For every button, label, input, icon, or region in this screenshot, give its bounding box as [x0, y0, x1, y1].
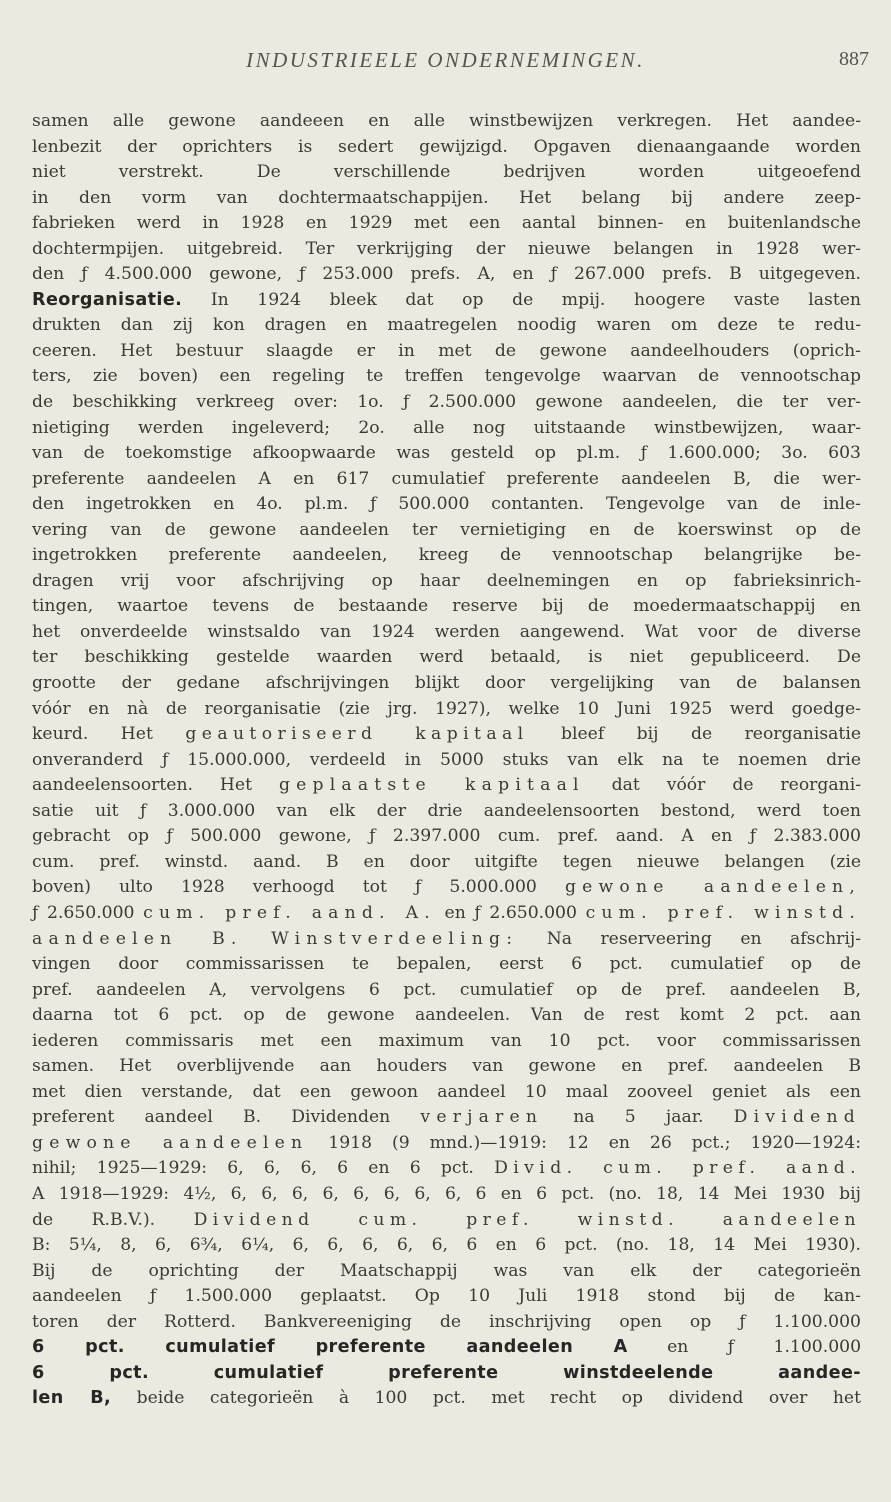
text-run: na 5 jaar. [543, 1107, 734, 1128]
text-run: lenbezit der oprichters is sedert gewijzigd. Opgaven dienaangaande worden [32, 136, 861, 157]
text-run: den ƒ 4.500.000 gewone, ƒ 253.000 prefs. A, en ƒ 267.000 prefs. B uitgegeven. [32, 264, 861, 285]
text-run: ingetrokken preferente aandeelen, kreeg de vennootschap belangrijke be- [32, 545, 861, 566]
spaced-term: gewone aandeelen, [564, 877, 861, 898]
text-run: niet verstrekt. De verschillende bedrijven worden uitgeoefend [32, 162, 861, 183]
text-run: aandeelen ƒ 1.500.000 geplaatst. Op 10 Juli 1918 stond bij de kan- [32, 1286, 861, 1307]
text-run: B: 5¼, 8, 6, 6¾, 6¼, 6, 6, 6, 6, 6, 6 en 6 pct. (no. 18, 14 Mei 1930). [32, 1235, 861, 1256]
text-line [32, 441, 861, 467]
text-line [32, 1003, 861, 1029]
text-line [32, 1335, 861, 1361]
text-line [32, 390, 861, 416]
text-line [32, 1259, 861, 1285]
page-header [0, 48, 891, 80]
text-line [32, 518, 861, 544]
page-number: 887 [839, 48, 869, 70]
text-line [32, 927, 861, 953]
spaced-term: Dividend [733, 1107, 861, 1128]
text-run: en ƒ 2.650.000 [435, 902, 586, 923]
text-run: grootte der gedane afschrijvingen blijkt door vergelijking van de balansen [32, 673, 861, 694]
text-run: fabrieken werd in 1928 en 1929 met een aantal binnen- en buitenlandsche [32, 213, 861, 234]
text-line [32, 569, 861, 595]
text-line [32, 1131, 861, 1157]
text-run: nihil; 1925—1929: 6, 6, 6, 6 en 6 pct. [32, 1158, 495, 1179]
text-run: en ƒ 1.100.000 [627, 1337, 862, 1358]
text-run [243, 929, 271, 949]
text-run: drukten dan zij kon dragen en maatregelen noodig waren om deze te redu- [32, 315, 861, 336]
spaced-term: geautoriseerd kapitaal [185, 724, 529, 745]
text-line [32, 1105, 861, 1131]
text-run: vingen door commissarissen te bepalen, eerst 6 pct. cumulatief op de [32, 954, 861, 975]
spaced-term: geplaatste kapitaal [278, 775, 585, 796]
text-run: ceeren. Het bestuur slaagde er in met de gewone aandeelhouders (oprich- [32, 340, 861, 361]
spaced-term: Divid. cum. pref. aand. [494, 1158, 861, 1179]
text-line [32, 543, 861, 569]
bold-heading: 6 pct. cumulatief preferente winstdeelende aandee- [32, 1362, 861, 1383]
bold-heading: 6 pct. cumulatief preferente aandeelen A [32, 1337, 628, 1358]
text-line [32, 850, 861, 876]
text-run: ƒ 2.650.000 [32, 902, 144, 923]
body-text [32, 109, 861, 1412]
text-line [32, 186, 861, 212]
bold-heading: len B, [32, 1388, 112, 1409]
text-line [32, 1208, 861, 1234]
text-run: preferent aandeel B. Dividenden [32, 1107, 421, 1128]
text-run: aandeelensoorten. Het [32, 775, 279, 796]
text-run: met dien verstande, dat een gewoon aandeel 10 maal zooveel geniet als een [32, 1081, 861, 1102]
text-run: Bij de oprichting der Maatschappij was van elk der categorieën [32, 1260, 861, 1281]
text-run: A 1918—1929: 4½, 6, 6, 6, 6, 6, 6, 6, 6, 6 en 6 pct. (no. 18, 14 Mei 1930 bij [32, 1183, 861, 1204]
text-run: toren der Rotterd. Bankvereeniging de inschrijving open op ƒ 1.100.000 [32, 1311, 861, 1332]
text-run: vering van de gewone aandeelen ter vernietiging en de koerswinst op de [32, 519, 861, 540]
text-line [32, 313, 861, 339]
text-line [32, 492, 861, 518]
text-line [32, 1386, 861, 1412]
running-head: INDUSTRIEELE ONDERNEMINGEN. [246, 48, 645, 72]
text-run: dat vóór de reorgani- [584, 775, 862, 796]
text-line [32, 1284, 861, 1310]
text-line [32, 1233, 861, 1259]
text-line [32, 262, 861, 288]
text-run: vóór en nà de reorganisatie (zie jrg. 1927), welke 10 Juni 1925 werd goedge- [32, 698, 861, 719]
text-line [32, 773, 861, 799]
text-line [32, 1182, 861, 1208]
text-line [32, 339, 861, 365]
text-run: keurd. Het [32, 724, 186, 745]
text-run: tingen, waartoe tevens de bestaande reserve bij de moedermaatschappij en [32, 596, 861, 617]
text-line [32, 722, 861, 748]
text-line [32, 1310, 861, 1336]
text-line [32, 978, 861, 1004]
text-run: satie uit ƒ 3.000.000 van elk der drie aandeelensoorten bestond, werd toen [32, 800, 861, 821]
text-run: samen alle gewone aandeeen en alle winstbewijzen verkregen. Het aandee- [32, 111, 861, 131]
text-line [32, 416, 861, 442]
text-line [32, 109, 861, 135]
text-line [32, 594, 861, 620]
text-run: dochtermpijen. uitgebreid. Ter verkrijging der nieuwe belangen in 1928 wer- [32, 238, 861, 259]
text-run: onveranderd ƒ 15.000.000, verdeeld in 5000 stuks van elk na te noemen drie [32, 749, 861, 770]
text-run: preferente aandeelen A en 617 cumulatief preferente aandeelen B, die wer- [32, 468, 861, 489]
text-run: de R.B.V.). [32, 1209, 194, 1230]
text-run: den ingetrokken en 4o. pl.m. ƒ 500.000 contanten. Tengevolge van de inle- [32, 494, 861, 515]
text-line [32, 1361, 861, 1387]
text-run: ters, zie boven) een regeling te treffen tengevolge waarvan de vennootschap [32, 366, 861, 387]
text-line [32, 1054, 861, 1080]
spaced-term: cum. pref. aand. A. [143, 902, 436, 923]
text-run: boven) ulto 1928 verhoogd tot ƒ 5.000.000 [32, 877, 565, 898]
text-line [32, 237, 861, 263]
text-line [32, 799, 861, 825]
text-line [32, 1080, 861, 1106]
text-line [32, 875, 861, 901]
text-run: ter beschikking gestelde waarden werd betaald, is niet gepubliceerd. De [32, 647, 861, 668]
text-line [32, 645, 861, 671]
text-line [32, 288, 861, 314]
text-line [32, 671, 861, 697]
text-run: daarna tot 6 pct. op de gewone aandeelen. Van de rest komt 2 pct. aan [32, 1005, 861, 1026]
spaced-term: cum. pref. winstd. [585, 902, 861, 923]
text-run: samen. Het overblijvende aan houders van gewone en pref. aandeelen B [32, 1056, 861, 1077]
text-run: van de toekomstige afkoopwaarde was gesteld op pl.m. ƒ 1.600.000; 3o. 603 [32, 443, 861, 464]
text-line [32, 824, 861, 850]
text-run: de beschikking verkreeg over: 1o. ƒ 2.500.000 gewone aandeelen, die ter ver- [32, 392, 861, 413]
spaced-term: verjaren [420, 1107, 544, 1128]
spaced-term: Winstverdeeling: [271, 928, 519, 949]
text-line [32, 364, 861, 390]
text-line [32, 160, 861, 186]
text-line [32, 1029, 861, 1055]
bold-heading: Reorganisatie. [32, 289, 183, 310]
text-line [32, 467, 861, 493]
text-line [32, 748, 861, 774]
spaced-term: Dividend cum. pref. winstd. aandeelen [193, 1209, 862, 1230]
text-line [32, 211, 861, 237]
text-line [32, 697, 861, 723]
text-run: iederen commissaris met een maximum van 10 pct. voor commissarissen [32, 1030, 861, 1051]
text-line [32, 135, 861, 161]
text-line [32, 952, 861, 978]
text-line [32, 1156, 861, 1182]
text-run: nietiging werden ingeleverd; 2o. alle nog uitstaande winstbewijzen, waar- [32, 417, 861, 438]
text-line [32, 901, 861, 927]
text-run: cum. pref. winstd. aand. B en door uitgifte tegen nieuwe belangen (zie [32, 851, 861, 872]
spaced-term: aandeelen B. [32, 928, 243, 949]
text-run: Na reserveering en afschrij- [518, 928, 862, 949]
text-run: In 1924 bleek dat op de mpij. hoogere vaste lasten [182, 289, 861, 310]
text-run: gebracht op ƒ 500.000 gewone, ƒ 2.397.000 cum. pref. aand. A en ƒ 2.383.000 [32, 826, 861, 847]
text-line [32, 620, 861, 646]
text-run: 1918 (9 mnd.)—1919: 12 en 26 pct.; 1920—1924: [308, 1132, 862, 1153]
text-run: bleef bij de reorganisatie [528, 724, 861, 745]
text-run: dragen vrij voor afschrijving op haar deelnemingen en op fabrieksinrich- [32, 570, 861, 591]
text-run: het onverdeelde winstsaldo van 1924 werden aangewend. Wat voor de diverse [32, 621, 861, 642]
spaced-term: gewone aandeelen [32, 1132, 309, 1153]
text-run: in den vorm van dochtermaatschappijen. Het belang bij andere zeep- [32, 187, 861, 208]
text-run: beide categorieën à 100 pct. met recht op dividend over het [111, 1388, 861, 1409]
text-run: pref. aandeelen A, vervolgens 6 pct. cumulatief op de pref. aandeelen B, [32, 979, 861, 1000]
